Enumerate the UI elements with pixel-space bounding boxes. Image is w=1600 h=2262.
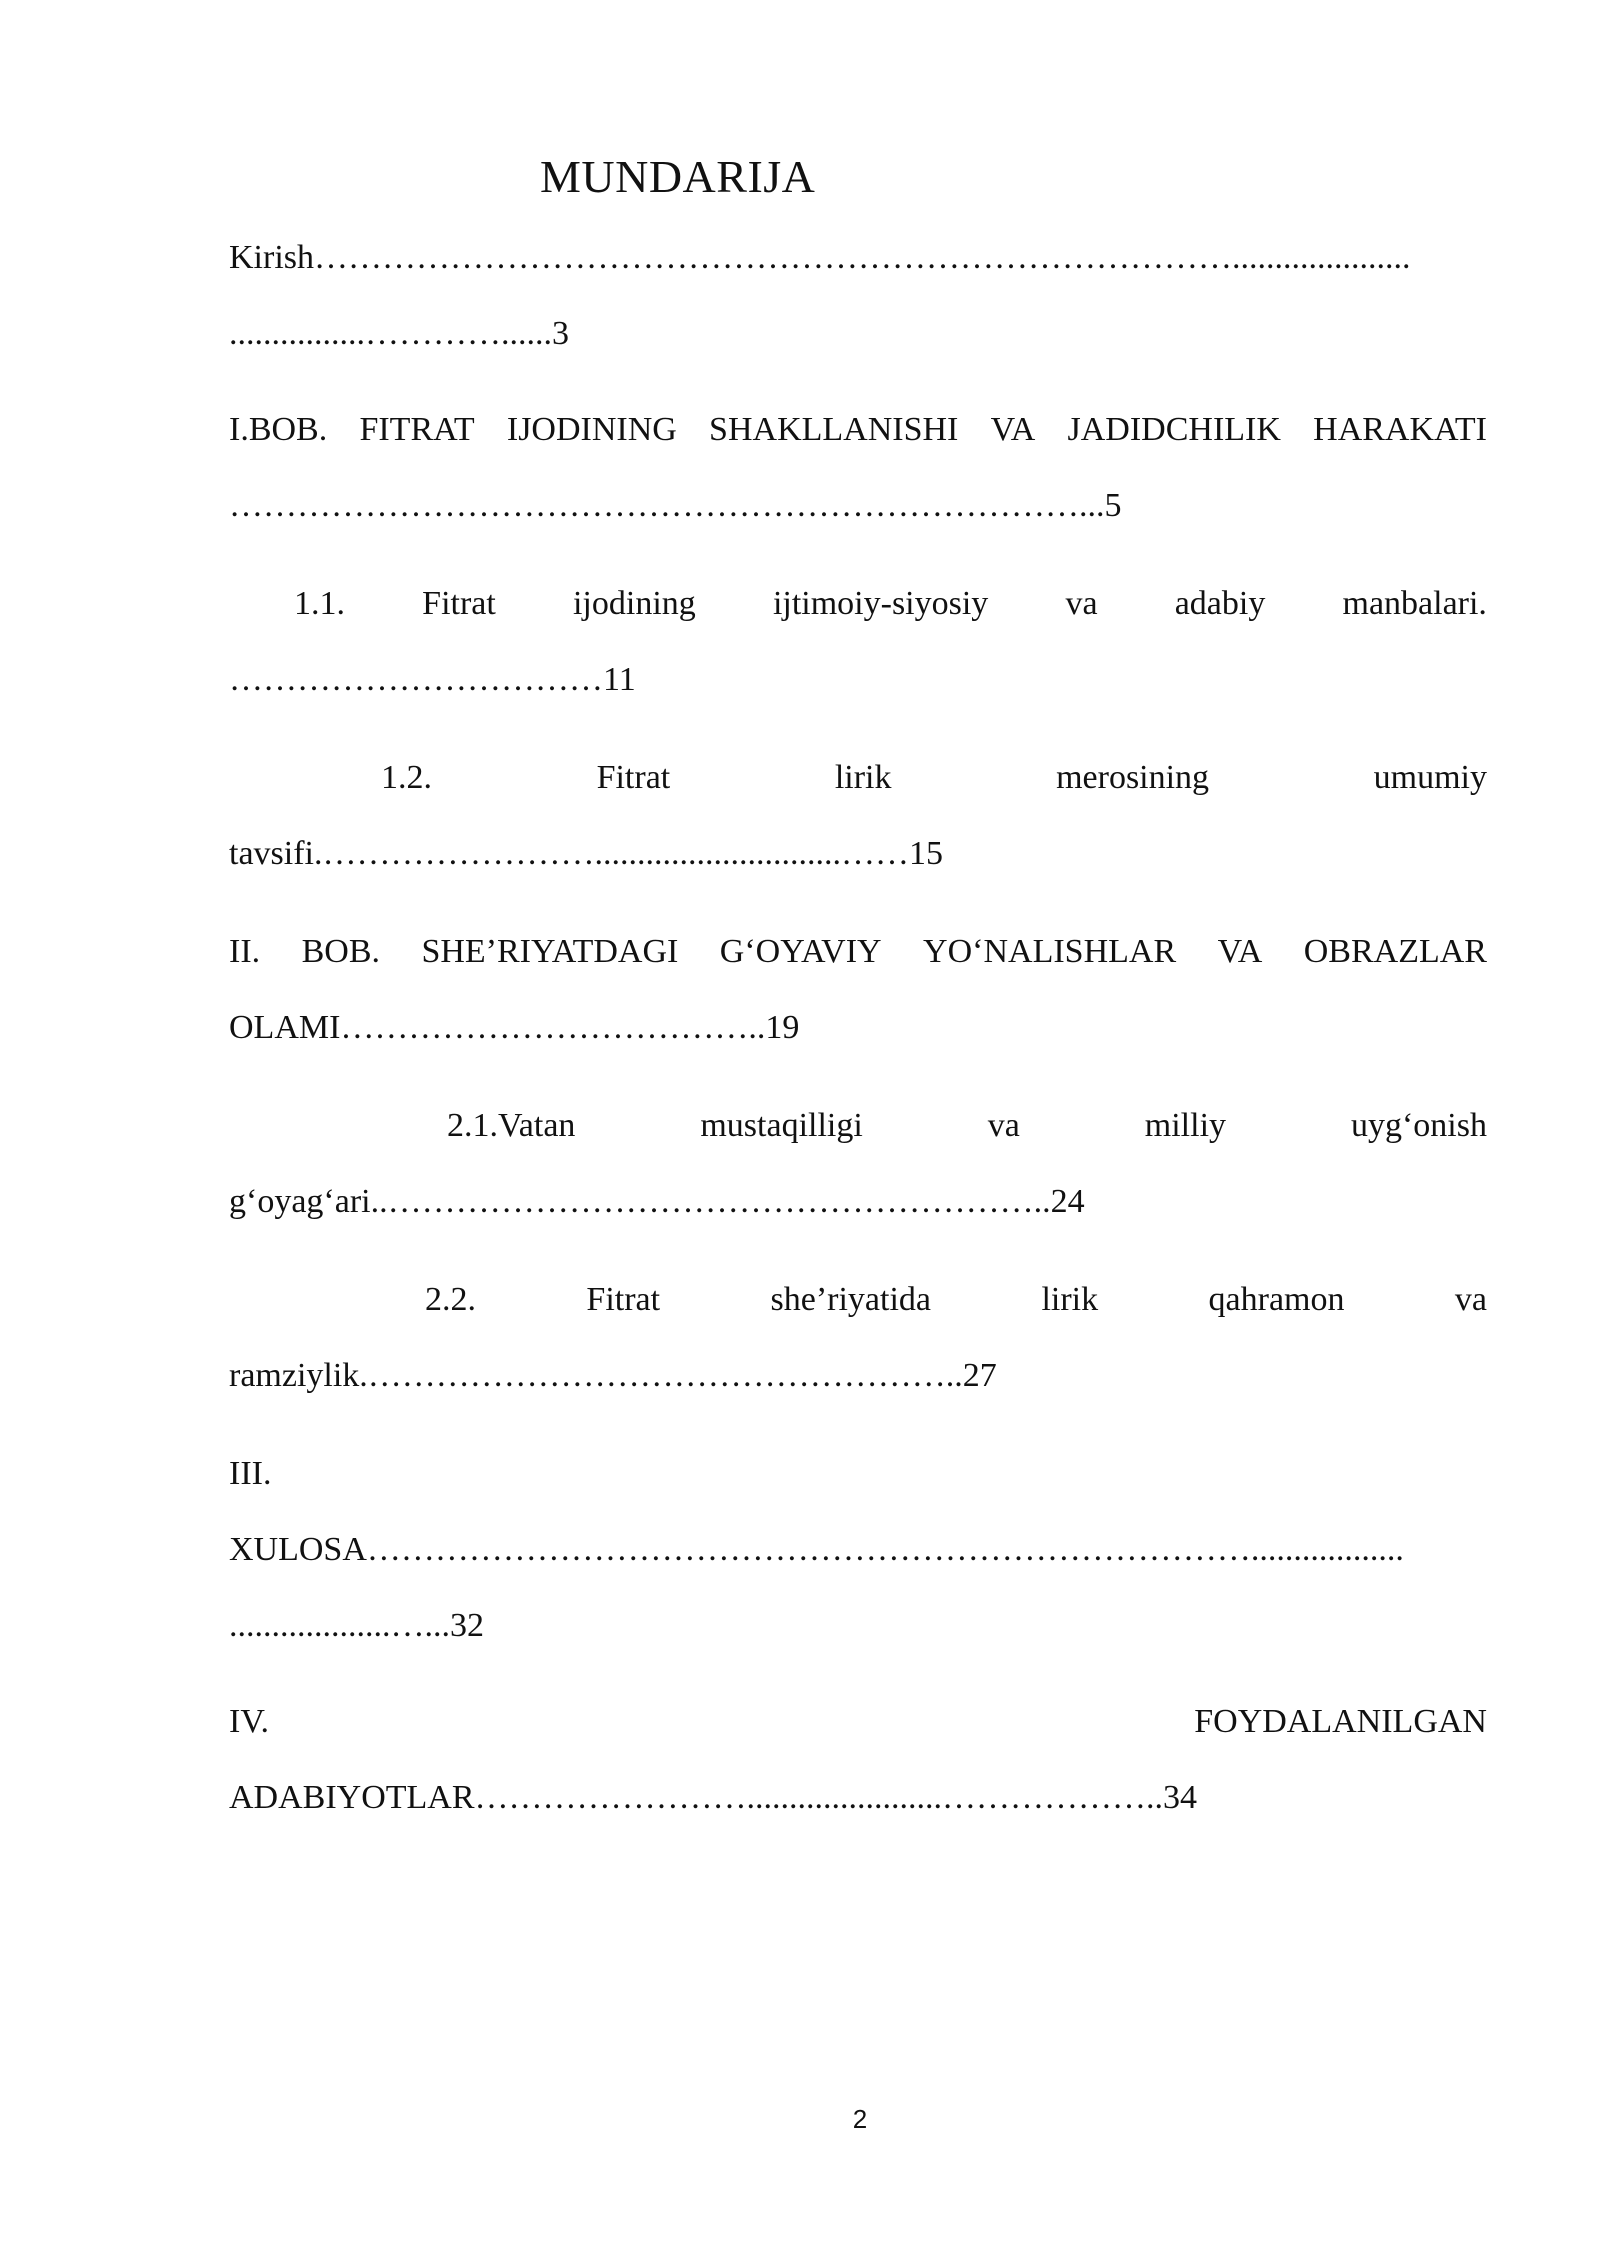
toc-word: SHAKLLANISHI bbox=[709, 411, 959, 448]
toc-word: II. bbox=[229, 933, 261, 970]
toc-entry-chapter-1-line2: …………………………………………………………………...5 bbox=[229, 487, 1122, 524]
toc-entry-section-1-1-line1 bbox=[294, 584, 1487, 624]
toc-word: FITRAT bbox=[359, 411, 475, 448]
toc-word: 1.2. bbox=[381, 759, 432, 796]
toc-word: SHE’RIYATDAGI bbox=[421, 933, 679, 970]
toc-word: OBRAZLAR bbox=[1303, 933, 1487, 970]
toc-word: YO‘NALISHLAR bbox=[923, 933, 1177, 970]
page-title: MUNDARIJA bbox=[540, 151, 816, 202]
toc-word: va bbox=[1454, 1281, 1487, 1318]
toc-entry-section-1-2-line2: tavsifi.…………………….............................……15 bbox=[229, 835, 943, 872]
toc-entry-section-2-1-line1 bbox=[447, 1106, 1487, 1146]
toc-word: merosining bbox=[1056, 759, 1210, 796]
toc-word: FOYDALANILGAN bbox=[1194, 1703, 1487, 1740]
toc-entry-section-2-2-line2: ramziylik.……………………………………………..27 bbox=[229, 1357, 997, 1394]
toc-entry-section-2-2-line1 bbox=[425, 1280, 1487, 1320]
toc-word: milliy bbox=[1144, 1107, 1227, 1144]
toc-word: lirik bbox=[834, 759, 892, 796]
toc-word: I.BOB. bbox=[229, 411, 328, 448]
toc-word: IV. bbox=[229, 1703, 269, 1740]
toc-word: mustaqilligi bbox=[700, 1107, 863, 1144]
toc-word: she’riyatida bbox=[770, 1281, 932, 1318]
toc-entry-chapter-4-line2: ADABIYOTLAR…………………….......................………………..34 bbox=[229, 1779, 1198, 1816]
toc-word: IJODINING bbox=[506, 411, 677, 448]
toc-word: BOB. bbox=[301, 933, 381, 970]
toc-entry-kirish-line1: Kirish………………………………………………………………………..................... bbox=[229, 239, 1411, 276]
toc-word: va bbox=[1065, 585, 1098, 622]
toc-entry-section-2-1-line2: g‘oyag‘ari..…………………………………………………..24 bbox=[229, 1183, 1085, 1220]
toc-entry-chapter-4-line1 bbox=[229, 1702, 1487, 1742]
toc-word: qahramon bbox=[1208, 1281, 1345, 1318]
toc-word: Fitrat bbox=[422, 585, 496, 622]
toc-word: Fitrat bbox=[586, 1281, 661, 1318]
toc-entry-section-1-2-line1 bbox=[381, 758, 1487, 798]
toc-word: 1.1. bbox=[294, 585, 345, 622]
toc-word: VA bbox=[990, 411, 1036, 448]
toc-word: 2.2. bbox=[425, 1281, 476, 1318]
toc-word: manbalari. bbox=[1342, 585, 1487, 622]
toc-word: Fitrat bbox=[596, 759, 671, 796]
toc-entry-section-1-1-line2: ……………………………11 bbox=[229, 661, 636, 698]
toc-word: va bbox=[987, 1107, 1020, 1144]
toc-word: HARAKATI bbox=[1313, 411, 1487, 448]
toc-word: G‘OYAVIY bbox=[719, 933, 882, 970]
toc-word: uyg‘onish bbox=[1350, 1107, 1487, 1144]
toc-word: ijodining bbox=[572, 585, 696, 622]
toc-word: adabiy bbox=[1174, 585, 1266, 622]
page-number: 2 bbox=[852, 2104, 868, 2134]
toc-entry-chapter-2-line1 bbox=[229, 932, 1487, 972]
toc-word: umumiy bbox=[1373, 759, 1487, 796]
toc-entry-chapter-3-line3: ...................…...32 bbox=[229, 1607, 484, 1644]
toc-word: 2.1.Vatan bbox=[447, 1107, 576, 1144]
toc-entry-chapter-3-line1: III. bbox=[229, 1455, 272, 1492]
toc-word: lirik bbox=[1041, 1281, 1099, 1318]
toc-entry-kirish-line2: ................…………......3 bbox=[229, 315, 569, 352]
toc-word: ijtimoiy-siyosiy bbox=[772, 585, 989, 622]
toc-word: JADIDCHILIK bbox=[1067, 411, 1281, 448]
toc-entry-chapter-1-line1 bbox=[229, 410, 1487, 450]
toc-entry-chapter-3-line2: XULOSA…………………………………………………………………….................. bbox=[229, 1531, 1404, 1568]
toc-entry-chapter-2-line2: OLAMI………………………………..19 bbox=[229, 1009, 800, 1046]
toc-word: VA bbox=[1217, 933, 1263, 970]
